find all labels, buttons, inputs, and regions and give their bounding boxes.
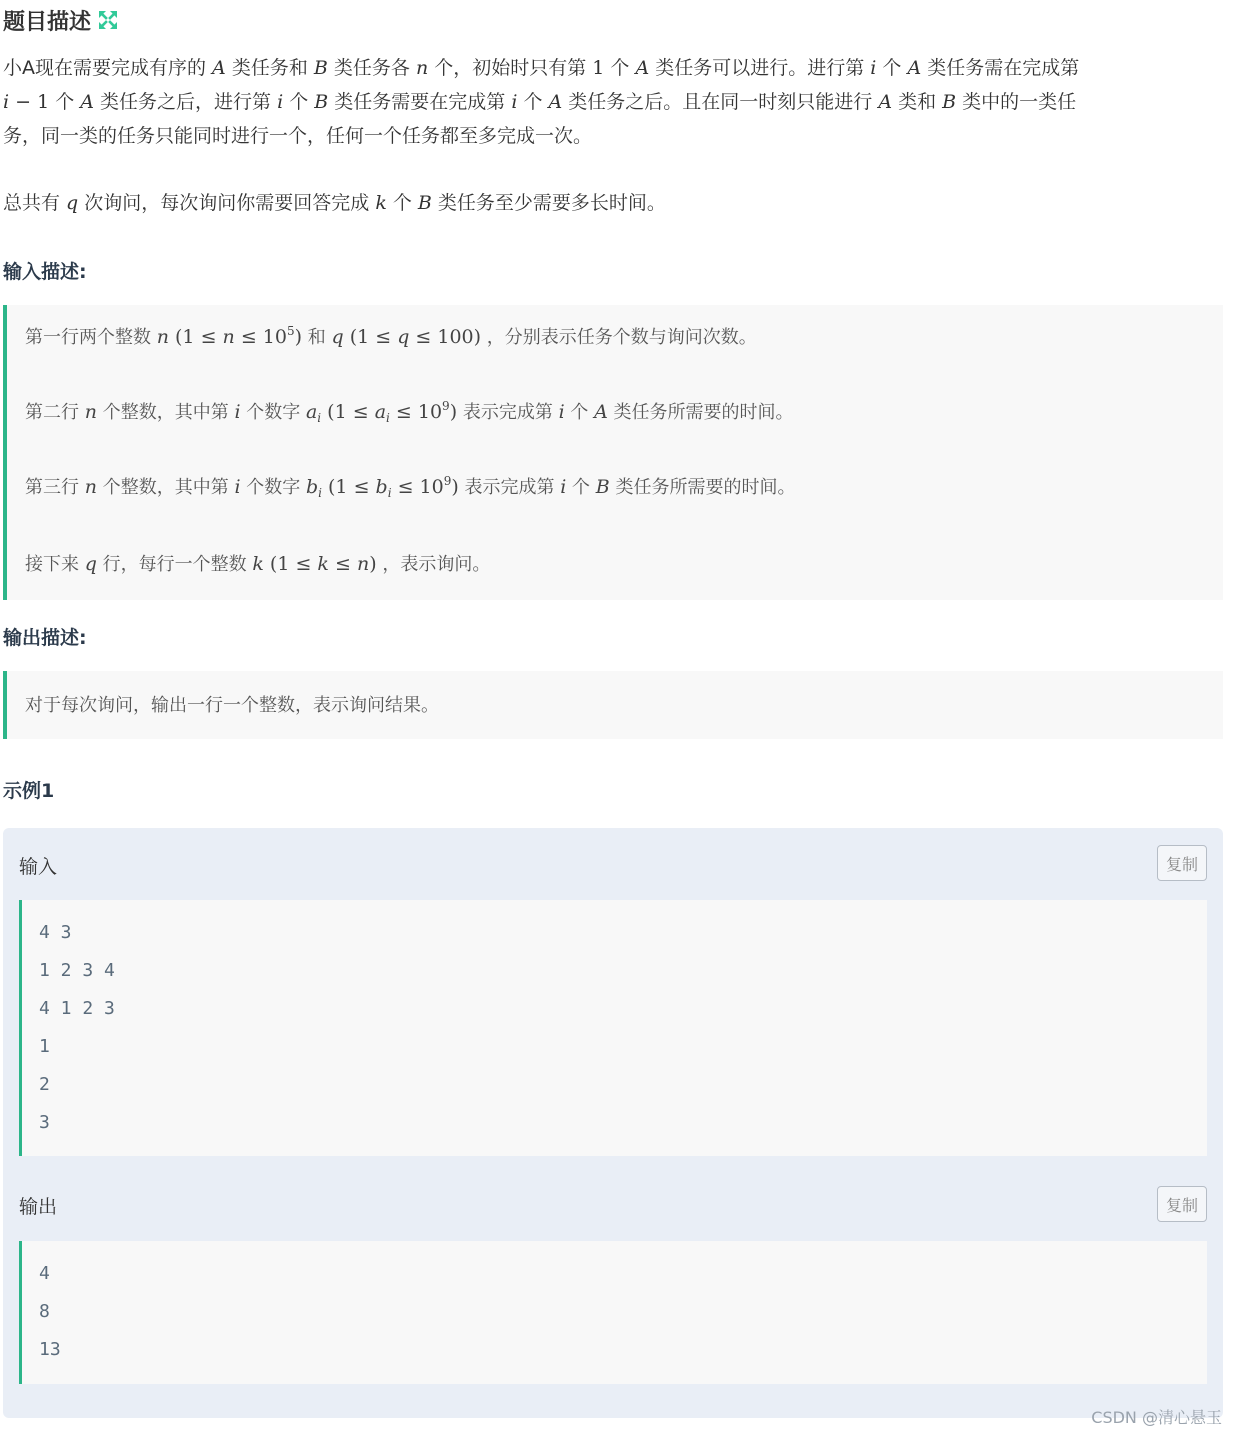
watermark: CSDN @清心悬玉 [1091,1408,1222,1427]
code-line: 4 1 2 3 [39,998,115,1019]
code-line: 4 [39,1263,50,1284]
example-output-code[interactable] [19,1241,1207,1384]
example-output-label: 输出 [19,1196,58,1218]
problem-title-row [3,4,119,36]
output-line-1: 对于每次询问，输出一行一个整数，表示询问结果。 [25,695,439,716]
input-line-3: 第三行 n 个整数，其中第 i 个数字 $b_i$ $(1 \le b_i \le 10^9)$ 表示完成第 i 个 B 类任务所需要的时间。 [25,474,796,500]
code-line: 1 [39,1036,50,1057]
example-heading: 示例1 [3,780,55,802]
output-description-heading: 输出描述: [3,627,87,649]
description-line-1: 小A现在需要完成有序的 A 类任务和 B 类任务各 n 个，初始时只有第 1 个 A 类任务可以进行。进行第 i 个 A 类任务需在完成第 [3,57,1080,79]
example-input-label: 输入 [19,856,58,878]
copy-input-button[interactable]: 复制 [1157,845,1207,881]
code-line: 4 3 [39,922,72,943]
description-line-3: 务，同一类的任务只能同时进行一个，任何一个任务都至多完成一次。 [3,125,593,147]
input-line-2: 第二行 n 个整数，其中第 i 个数字 $a_i$ $(1 \le a_i \le 10^9)$ 表示完成第 i 个 A 类任务所需要的时间。 [25,399,794,425]
expand-icon[interactable] [97,9,119,31]
page-title: 题目描述 [3,9,92,35]
description-line-2: i − 1 个 A 类任务之后，进行第 i 个 B 类任务需要在完成第 i 个 A 类任务之后。且在同一时刻只能进行 A 类和 B 类中的一类任 [3,91,1077,113]
code-line: 8 [39,1301,50,1322]
input-line-1: 第一行两个整数 n $(1 \le n \le 10^5)$ 和 q (1 ≤ q ≤ 100) ，分别表示任务个数与询问次数。 [25,324,757,348]
example-input-code[interactable] [19,900,1207,1156]
example-box [3,828,1223,1418]
code-line: 2 [39,1074,50,1095]
code-line: 3 [39,1112,50,1133]
input-description-heading: 输入描述: [3,261,87,283]
code-line: 1 2 3 4 [39,960,115,981]
copy-output-button[interactable]: 复制 [1157,1186,1207,1222]
description-query-paragraph: 总共有 q 次询问，每次询问你需要回答完成 k 个 B 类任务至少需要多长时间。 [3,192,666,214]
output-description-block [3,671,1223,739]
input-description-block [3,305,1223,600]
code-line: 13 [39,1339,61,1360]
input-line-4: 接下来 q 行，每行一个整数 k (1 ≤ k ≤ n) ，表示询问。 [25,553,491,575]
